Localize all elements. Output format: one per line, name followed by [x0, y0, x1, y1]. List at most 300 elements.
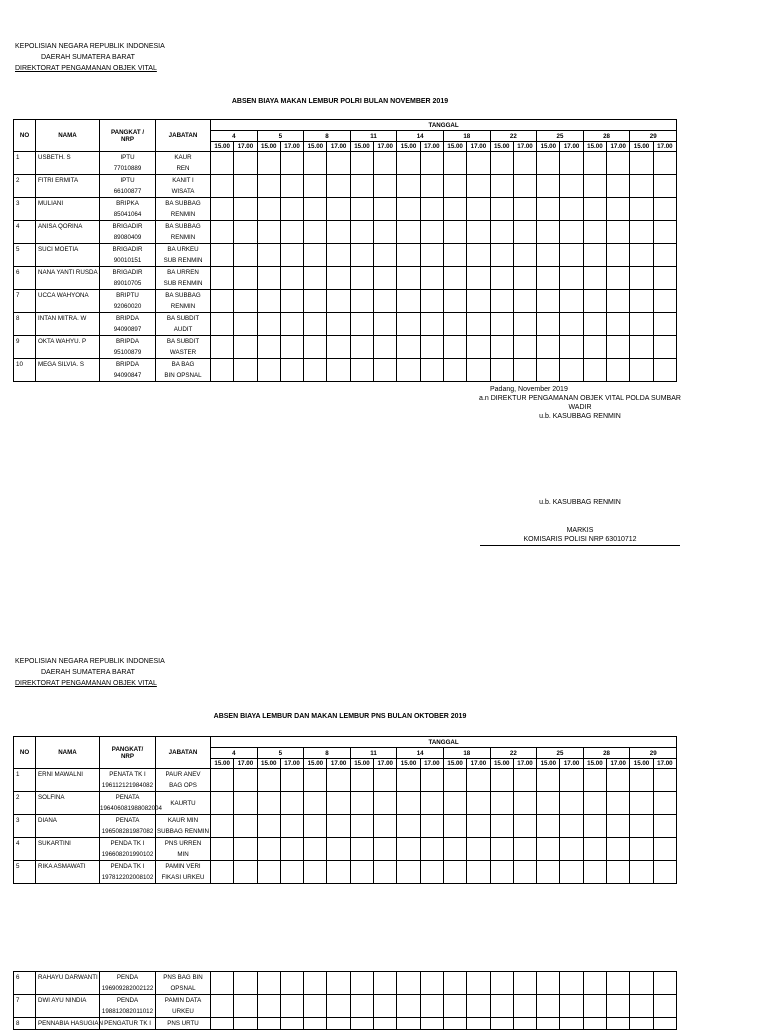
- time-cell: 17.00: [607, 142, 630, 152]
- cell-nama: PENNABIA HASUGIAN: [36, 1018, 100, 1030]
- attendance-cell: [257, 359, 280, 382]
- attendance-cell: [607, 861, 630, 884]
- attendance-cell: [420, 359, 443, 382]
- pangkat-rank: BRIPDA: [115, 361, 140, 368]
- date-22: 22: [490, 748, 537, 759]
- attendance-cell: [537, 152, 560, 175]
- jabatan-l2: BIN OPSNAL: [164, 372, 202, 379]
- attendance-cell: [234, 792, 257, 815]
- attendance-cell: [513, 221, 536, 244]
- sig-line3-cut-bottom: u.b. KASUBBAG RENMIN: [539, 499, 621, 506]
- attendance-cell: [467, 769, 490, 792]
- time-cell: 15.00: [490, 142, 513, 152]
- attendance-cell: [327, 769, 350, 792]
- attendance-cell: [234, 198, 257, 221]
- attendance-cell: [653, 175, 677, 198]
- letterhead-bottom: [15, 656, 165, 689]
- attendance-cell: [513, 175, 536, 198]
- letterhead-line2: DAERAH SUMATERA BARAT: [41, 54, 135, 61]
- attendance-cell: [630, 995, 653, 1018]
- time-cell: 17.00: [234, 759, 257, 769]
- date-29: 29: [630, 131, 677, 142]
- attendance-cell: [397, 995, 420, 1018]
- time-cell: 15.00: [537, 142, 560, 152]
- attendance-cell: [350, 792, 373, 815]
- attendance-cell: [234, 359, 257, 382]
- cell-nama: FITRI ERMITA: [36, 175, 100, 198]
- attendance-cell: [537, 359, 560, 382]
- table2-continued: [13, 971, 677, 1030]
- attendance-cell: [443, 359, 466, 382]
- cell-no: 6: [14, 267, 36, 290]
- attendance-cell: [513, 1018, 536, 1030]
- attendance-cell: [583, 267, 606, 290]
- cell-nama: USBETH. S: [36, 152, 100, 175]
- time-cell: 15.00: [397, 759, 420, 769]
- attendance-cell: [280, 1018, 303, 1030]
- attendance-cell: [467, 336, 490, 359]
- attendance-cell: [443, 972, 466, 995]
- time-cell: 15.00: [443, 142, 466, 152]
- attendance-cell: [467, 244, 490, 267]
- attendance-cell: [327, 972, 350, 995]
- attendance-cell: [537, 1018, 560, 1030]
- attendance-cell: [350, 995, 373, 1018]
- cell-pangkat: [100, 972, 156, 995]
- attendance-cell: [280, 336, 303, 359]
- cell-no: 4: [14, 221, 36, 244]
- attendance-cell: [443, 792, 466, 815]
- cell-jabatan: [156, 359, 211, 382]
- attendance-cell: [350, 815, 373, 838]
- attendance-cell: [234, 175, 257, 198]
- attendance-cell: [280, 267, 303, 290]
- table-row: [14, 815, 677, 838]
- attendance-cell: [513, 861, 536, 884]
- attendance-cell: [583, 1018, 606, 1030]
- attendance-cell: [630, 359, 653, 382]
- date-18: 18: [443, 131, 490, 142]
- cell-pangkat: [100, 995, 156, 1018]
- table2: [13, 736, 677, 884]
- attendance-cell: [257, 198, 280, 221]
- attendance-cell: [350, 336, 373, 359]
- time-cell: 15.00: [304, 142, 327, 152]
- time-cell: 15.00: [211, 759, 234, 769]
- cell-nama: OKTA WAHYU. P: [36, 336, 100, 359]
- letterhead-line3: DIREKTORAT PENGAMANAN OBJEK VITAL: [15, 65, 157, 72]
- time-cell: 15.00: [630, 759, 653, 769]
- cell-no: 4: [14, 838, 36, 861]
- jabatan-l1: KAURTU: [170, 799, 196, 807]
- attendance-cell: [513, 290, 536, 313]
- attendance-cell: [257, 175, 280, 198]
- attendance-cell: [513, 198, 536, 221]
- jabatan-l2: SUB RENMIN: [163, 257, 203, 264]
- attendance-cell: [513, 359, 536, 382]
- attendance-cell: [607, 995, 630, 1018]
- attendance-cell: [513, 838, 536, 861]
- attendance-cell: [583, 290, 606, 313]
- col-no: NO: [14, 737, 36, 769]
- table-row: [14, 972, 677, 995]
- cell-jabatan: [156, 244, 211, 267]
- attendance-cell: [443, 175, 466, 198]
- jabatan-l2: SUB RENMIN: [163, 280, 203, 287]
- attendance-cell: [350, 769, 373, 792]
- attendance-cell: [513, 152, 536, 175]
- attendance-cell: [583, 198, 606, 221]
- signature-block: [479, 385, 681, 543]
- attendance-cell: [583, 359, 606, 382]
- attendance-cell: [513, 792, 536, 815]
- jabatan-l2: RENMIN: [170, 234, 196, 241]
- attendance-cell: [350, 359, 373, 382]
- cell-pangkat: [100, 861, 156, 884]
- date-14: 14: [397, 131, 444, 142]
- cell-pangkat: [100, 267, 156, 290]
- jabatan-l2: OPSNAL: [170, 985, 196, 992]
- attendance-cell: [211, 244, 234, 267]
- attendance-cell: [350, 244, 373, 267]
- attendance-cell: [211, 815, 234, 838]
- jabatan-l1: KAUR MIN: [167, 817, 199, 824]
- cell-no: 7: [14, 290, 36, 313]
- sig-name: MARKIS: [566, 527, 594, 534]
- attendance-cell: [607, 769, 630, 792]
- col-jabatan: JABATAN: [156, 737, 211, 769]
- attendance-cell: [490, 336, 513, 359]
- sig-place-date: Padang, November 2019: [490, 386, 568, 393]
- attendance-cell: [420, 861, 443, 884]
- cell-no: 8: [14, 313, 36, 336]
- jabatan-l2: MIN: [177, 851, 189, 858]
- attendance-cell: [234, 972, 257, 995]
- time-cell: 17.00: [607, 759, 630, 769]
- cell-nama: MULIANI: [36, 198, 100, 221]
- table2-title: ABSEN BIAYA LEMBUR DAN MAKAN LEMBUR PNS BULAN OKTOBER 2019: [213, 713, 467, 720]
- date-22: 22: [490, 131, 537, 142]
- attendance-cell: [653, 995, 676, 1018]
- attendance-cell: [327, 815, 350, 838]
- attendance-cell: [280, 838, 303, 861]
- pangkat-nrp: 89080409: [113, 234, 142, 241]
- date-14: 14: [397, 748, 444, 759]
- attendance-cell: [374, 336, 397, 359]
- attendance-cell: [653, 198, 677, 221]
- time-cell: 15.00: [211, 142, 234, 152]
- attendance-cell: [374, 815, 397, 838]
- attendance-cell: [537, 267, 560, 290]
- attendance-cell: [537, 815, 560, 838]
- time-cell: 17.00: [327, 759, 350, 769]
- date-11: 11: [350, 748, 397, 759]
- table1: [13, 119, 677, 382]
- cell-jabatan: [156, 769, 211, 792]
- attendance-cell: [397, 244, 420, 267]
- attendance-cell: [467, 175, 490, 198]
- attendance-cell: [560, 1018, 583, 1030]
- pangkat-nrp: 94090847: [113, 372, 142, 379]
- attendance-cell: [304, 861, 327, 884]
- attendance-cell: [630, 861, 653, 884]
- attendance-cell: [257, 290, 280, 313]
- attendance-cell: [583, 861, 606, 884]
- attendance-cell: [327, 792, 350, 815]
- attendance-cell: [304, 1018, 327, 1030]
- time-cell: 15.00: [257, 142, 280, 152]
- cell-jabatan: [156, 175, 211, 198]
- attendance-cell: [211, 221, 234, 244]
- attendance-cell: [304, 815, 327, 838]
- attendance-cell: [350, 972, 373, 995]
- attendance-cell: [607, 336, 630, 359]
- attendance-cell: [537, 313, 560, 336]
- time-cell: 17.00: [560, 142, 583, 152]
- attendance-cell: [397, 290, 420, 313]
- pangkat-nrp: 95100879: [113, 349, 142, 356]
- col-nama: NAMA: [36, 120, 100, 152]
- attendance-cell: [467, 313, 490, 336]
- attendance-cell: [280, 290, 303, 313]
- cell-pangkat: [100, 152, 156, 175]
- attendance-cell: [420, 972, 443, 995]
- table-row: [14, 792, 677, 815]
- pangkat-nrp: 196112121984082: [101, 782, 154, 789]
- attendance-cell: [327, 313, 350, 336]
- attendance-cell: [327, 221, 350, 244]
- pangkat-nrp: 196909282002122: [101, 985, 154, 992]
- cell-no: 10: [14, 359, 36, 382]
- cell-jabatan: [156, 221, 211, 244]
- attendance-cell: [374, 359, 397, 382]
- attendance-cell: [537, 221, 560, 244]
- pangkat-nrp: 196608201990102: [101, 851, 154, 858]
- cell-jabatan: [156, 792, 211, 815]
- attendance-cell: [443, 313, 466, 336]
- cell-nama: MEGA SILVIA. S: [36, 359, 100, 382]
- attendance-cell: [583, 769, 606, 792]
- time-cell: 17.00: [420, 142, 443, 152]
- attendance-cell: [420, 792, 443, 815]
- attendance-cell: [257, 313, 280, 336]
- attendance-cell: [490, 972, 513, 995]
- attendance-cell: [327, 175, 350, 198]
- jabatan-l2: FIKASI URKEU: [161, 874, 205, 881]
- cell-nama: DIANA: [36, 815, 100, 838]
- pangkat-rank: IPTU: [120, 154, 135, 161]
- pangkat-nrp: 196508281987082: [101, 828, 154, 835]
- date-28: 28: [583, 748, 630, 759]
- cell-pangkat: [100, 198, 156, 221]
- col-pangkat-l1: PANGKAT /: [110, 128, 145, 136]
- cell-pangkat: [100, 769, 156, 792]
- col-tanggal: TANGGAL: [211, 737, 677, 748]
- jabatan-l2: BAG OPS: [169, 782, 197, 789]
- jabatan-l1: BA BAG: [171, 361, 195, 368]
- attendance-cell: [374, 244, 397, 267]
- date-18: 18: [443, 748, 490, 759]
- attendance-cell: [653, 838, 677, 861]
- cell-no: 5: [14, 861, 36, 884]
- cell-no: 2: [14, 792, 36, 815]
- attendance-cell: [420, 198, 443, 221]
- jabatan-l2: SUBBAG RENMIN: [157, 828, 209, 835]
- attendance-cell: [327, 838, 350, 861]
- cell-pangkat: [100, 792, 162, 815]
- cell-jabatan: [156, 267, 211, 290]
- sig-line1: a.n DIREKTUR PENGAMANAN OBJEK VITAL POLDA SUMBAR: [479, 395, 681, 402]
- attendance-cell: [374, 175, 397, 198]
- attendance-cell: [350, 838, 373, 861]
- time-cell: 17.00: [420, 759, 443, 769]
- attendance-cell: [583, 244, 606, 267]
- attendance-cell: [374, 861, 397, 884]
- time-cell: 15.00: [537, 759, 560, 769]
- time-cell: 17.00: [280, 759, 303, 769]
- attendance-cell: [630, 198, 653, 221]
- pangkat-rank: BRIPDA: [115, 315, 140, 322]
- attendance-cell: [211, 1018, 234, 1030]
- attendance-cell: [560, 152, 583, 175]
- attendance-cell: [537, 198, 560, 221]
- pangkat-rank: PENATA TK I: [109, 771, 146, 778]
- pangkat-rank: BRIGADIR: [112, 223, 143, 230]
- attendance-cell: [630, 152, 653, 175]
- attendance-cell: [374, 221, 397, 244]
- attendance-cell: [653, 152, 677, 175]
- attendance-cell: [211, 359, 234, 382]
- attendance-cell: [607, 221, 630, 244]
- attendance-cell: [397, 175, 420, 198]
- attendance-cell: [374, 152, 397, 175]
- attendance-cell: [304, 792, 327, 815]
- attendance-cell: [280, 152, 303, 175]
- time-cell: 15.00: [630, 142, 653, 152]
- attendance-cell: [653, 769, 677, 792]
- time-cell: 17.00: [327, 142, 350, 152]
- attendance-cell: [257, 861, 280, 884]
- attendance-cell: [653, 815, 677, 838]
- attendance-cell: [443, 995, 466, 1018]
- sig-line3-cut-top: u.b. KASUBBAG RENMIN: [539, 413, 621, 420]
- jabatan-l2: URKEU: [172, 1008, 194, 1015]
- time-cell: 17.00: [513, 142, 536, 152]
- pangkat-rank: BRIGADIR: [112, 246, 143, 253]
- time-cell: 17.00: [280, 142, 303, 152]
- attendance-cell: [583, 221, 606, 244]
- cell-jabatan: [156, 861, 211, 884]
- attendance-cell: [420, 313, 443, 336]
- jabatan-l1: BA SUBBAG: [165, 292, 201, 299]
- cell-jabatan: [156, 995, 211, 1018]
- attendance-cell: [607, 152, 630, 175]
- attendance-cell: [583, 152, 606, 175]
- attendance-cell: [560, 995, 583, 1018]
- attendance-cell: [374, 769, 397, 792]
- attendance-cell: [234, 152, 257, 175]
- attendance-cell: [607, 175, 630, 198]
- cell-jabatan: [156, 838, 211, 861]
- attendance-cell: [630, 769, 653, 792]
- attendance-cell: [211, 792, 234, 815]
- date-29: 29: [630, 748, 677, 759]
- attendance-cell: [513, 313, 536, 336]
- cell-jabatan: [156, 815, 211, 838]
- cell-jabatan: [156, 198, 211, 221]
- attendance-cell: [537, 175, 560, 198]
- letterhead-line1: KEPOLISIAN NEGARA REPUBLIK INDONESIA: [15, 43, 165, 50]
- cell-pangkat: [100, 175, 156, 198]
- attendance-cell: [467, 815, 490, 838]
- attendance-cell: [420, 290, 443, 313]
- col-pangkat-l1: PANGKAT/: [111, 745, 144, 753]
- attendance-cell: [607, 972, 630, 995]
- attendance-cell: [327, 152, 350, 175]
- table-row: [14, 359, 677, 382]
- time-cell: 15.00: [257, 759, 280, 769]
- attendance-cell: [607, 838, 630, 861]
- sig-line2: WADIR: [568, 404, 592, 411]
- time-cell: 17.00: [513, 759, 536, 769]
- cell-pangkat: [100, 313, 156, 336]
- attendance-cell: [560, 290, 583, 313]
- attendance-cell: [397, 838, 420, 861]
- attendance-cell: [560, 792, 583, 815]
- attendance-cell: [397, 1018, 420, 1030]
- attendance-cell: [443, 769, 466, 792]
- attendance-cell: [257, 1018, 280, 1030]
- pangkat-rank: BRIPTU: [116, 292, 139, 299]
- cell-nama: INTAN MITRA. W: [36, 313, 100, 336]
- attendance-cell: [583, 815, 606, 838]
- attendance-cell: [490, 1018, 513, 1030]
- attendance-cell: [630, 972, 653, 995]
- time-cell: 15.00: [583, 142, 606, 152]
- cell-no: 7: [14, 995, 36, 1018]
- attendance-cell: [304, 244, 327, 267]
- attendance-cell: [537, 792, 560, 815]
- attendance-cell: [420, 221, 443, 244]
- attendance-cell: [211, 995, 234, 1018]
- cell-nama: UCCA WAHYONA: [36, 290, 100, 313]
- time-cell: 15.00: [490, 759, 513, 769]
- attendance-cell: [583, 972, 606, 995]
- pangkat-nrp: 197812202008102: [101, 874, 154, 881]
- attendance-cell: [257, 336, 280, 359]
- cell-pangkat: [100, 359, 156, 382]
- col-no: NO: [14, 120, 36, 152]
- attendance-cell: [234, 838, 257, 861]
- attendance-cell: [211, 313, 234, 336]
- attendance-cell: [607, 792, 630, 815]
- attendance-cell: [583, 838, 606, 861]
- attendance-cell: [304, 359, 327, 382]
- attendance-cell: [234, 267, 257, 290]
- date-11: 11: [350, 131, 397, 142]
- attendance-cell: [304, 175, 327, 198]
- cell-jabatan: [156, 290, 211, 313]
- jabatan-l2: RENMIN: [170, 303, 196, 310]
- cell-no: 3: [14, 198, 36, 221]
- attendance-cell: [583, 175, 606, 198]
- attendance-cell: [304, 290, 327, 313]
- attendance-cell: [630, 267, 653, 290]
- attendance-cell: [280, 972, 303, 995]
- attendance-cell: [397, 313, 420, 336]
- attendance-cell: [537, 861, 560, 884]
- letterhead2-line2: DAERAH SUMATERA BARAT: [41, 669, 135, 676]
